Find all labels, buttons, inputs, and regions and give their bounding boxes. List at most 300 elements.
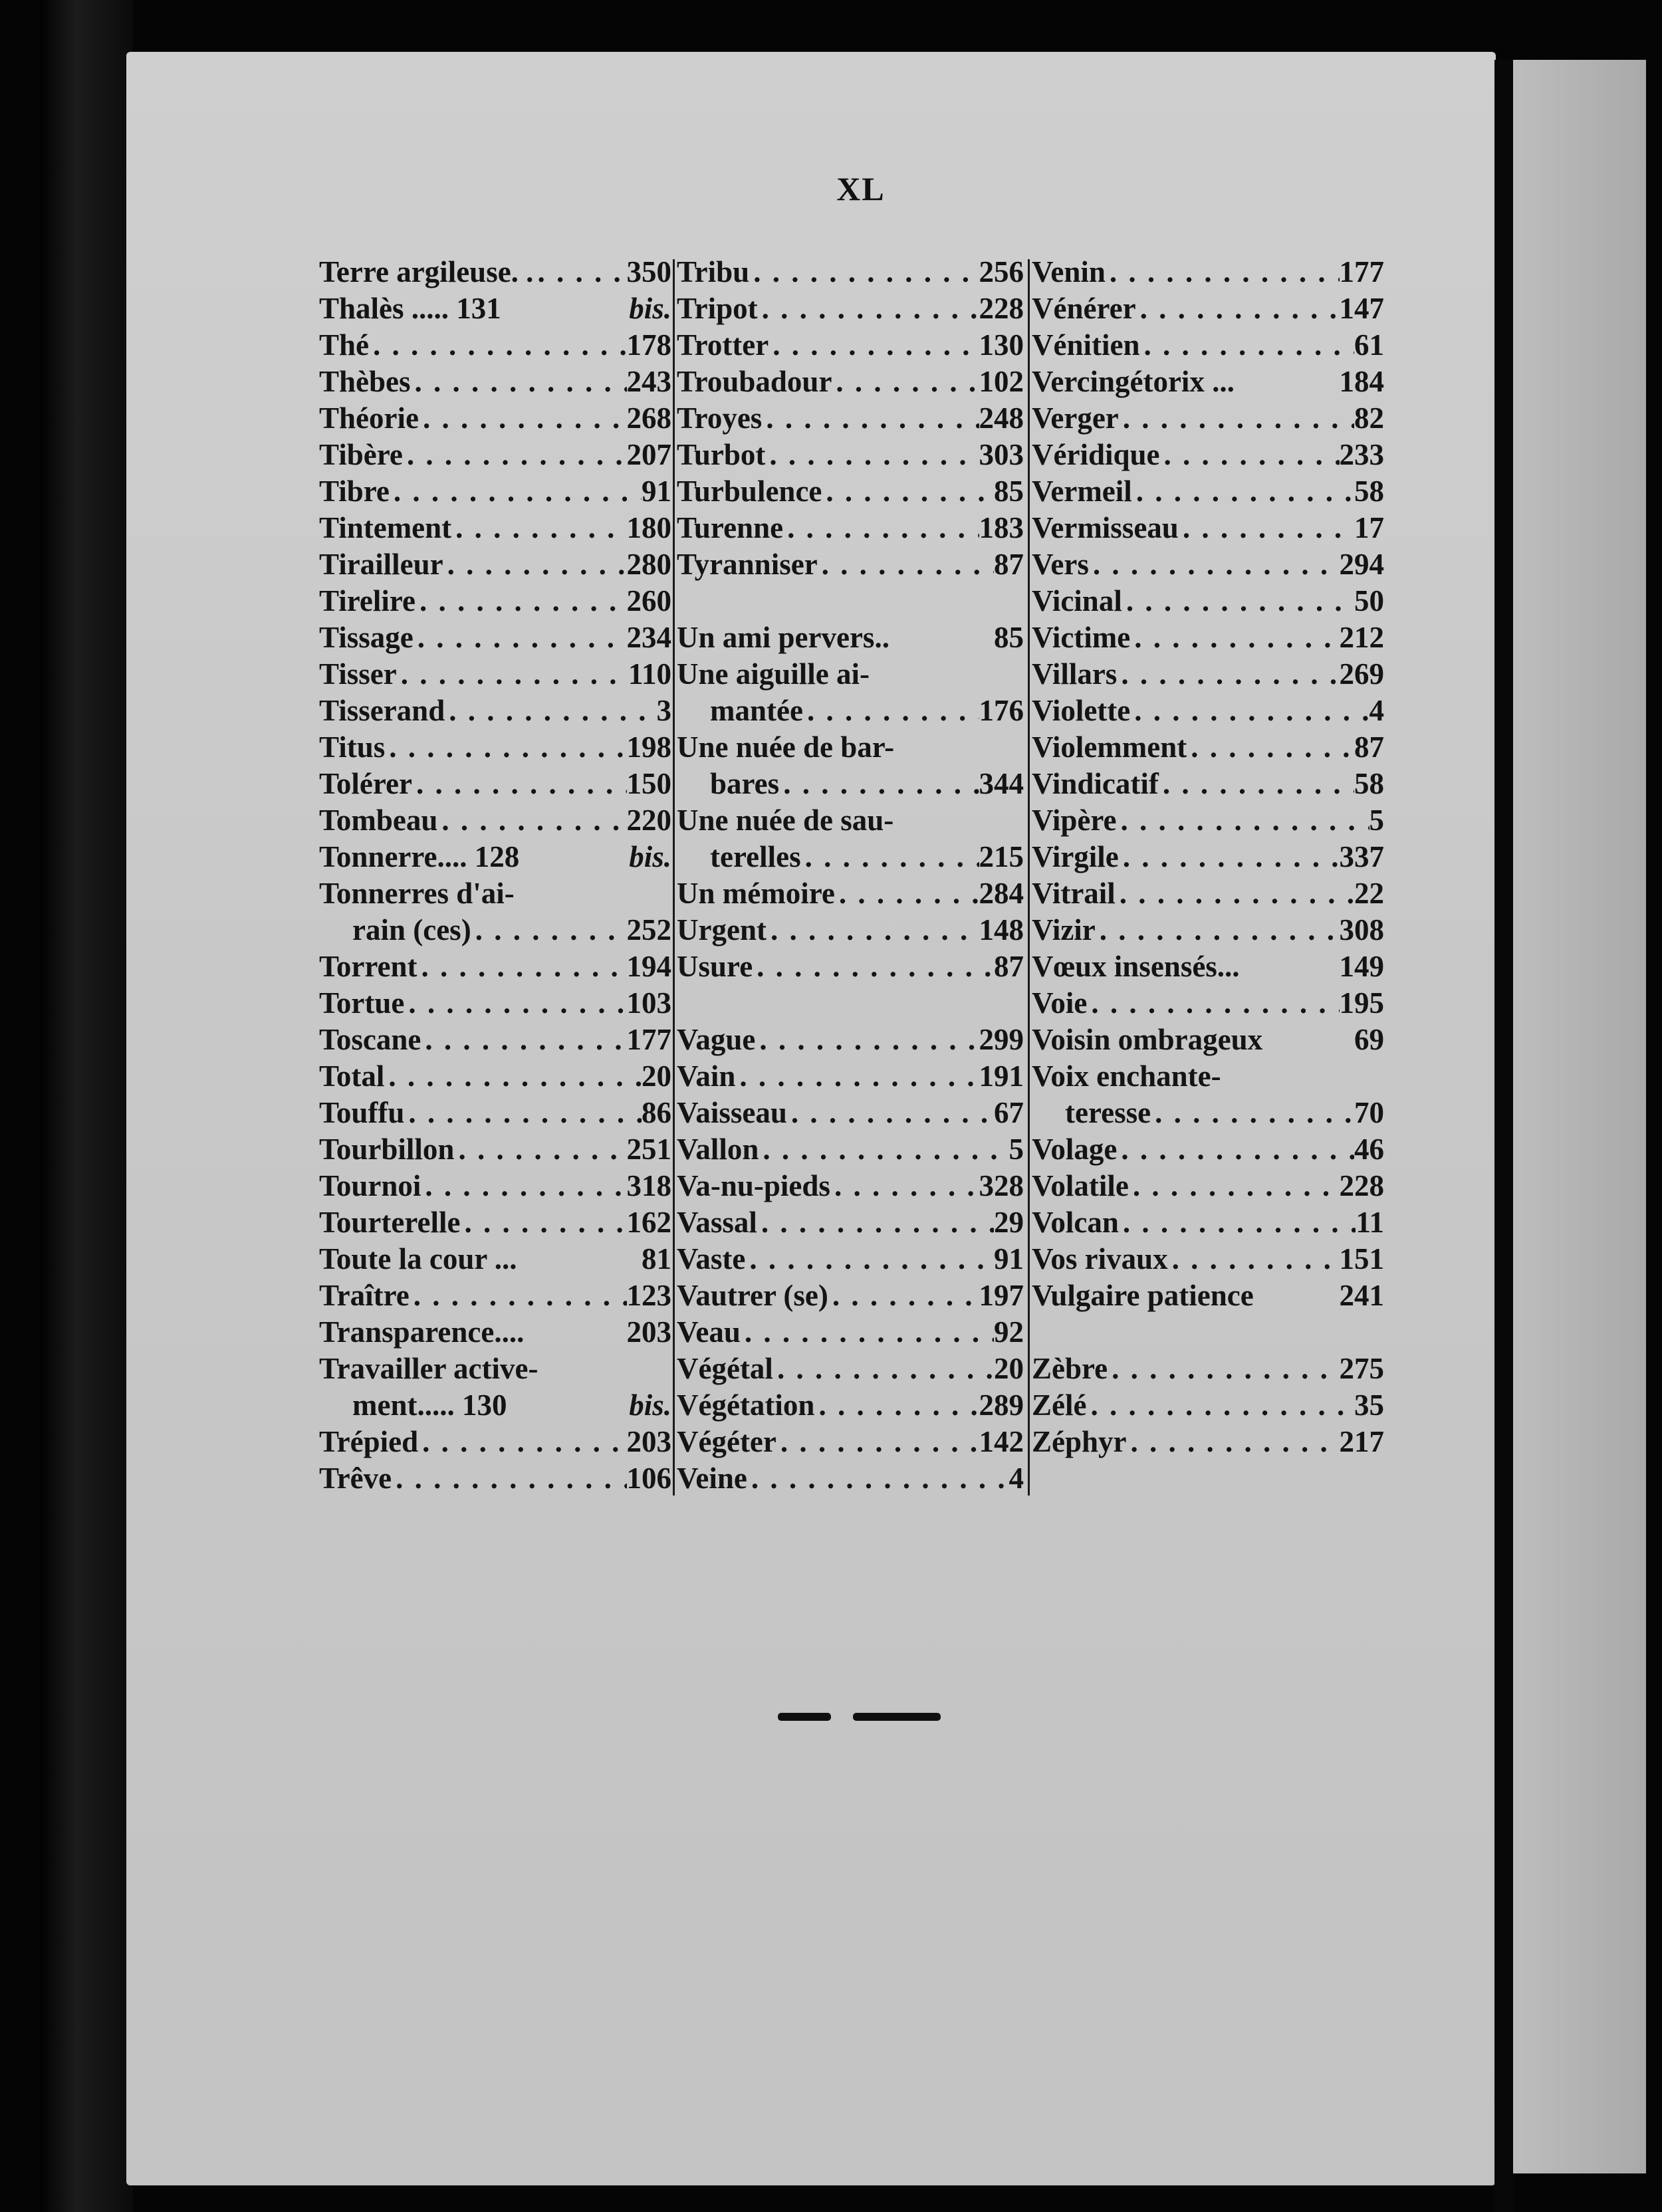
index-entry bbox=[1032, 437, 1384, 473]
index-term: Théorie bbox=[319, 401, 419, 435]
adjacent-page-strip bbox=[1513, 60, 1646, 2173]
index-term: Végéter bbox=[677, 1425, 776, 1458]
index-entry bbox=[677, 766, 1024, 802]
index-term: Zèbre bbox=[1032, 1352, 1108, 1385]
index-term: Touffu bbox=[319, 1096, 405, 1129]
index-term: Trêve bbox=[319, 1462, 392, 1495]
index-entry bbox=[1032, 327, 1384, 364]
page-reference: 147 bbox=[1339, 292, 1384, 325]
page-reference: 123 bbox=[626, 1279, 671, 1312]
leader-dots bbox=[1130, 693, 1369, 729]
leader-dots bbox=[419, 400, 627, 437]
index-term: Vos rivaux bbox=[1032, 1242, 1168, 1275]
page-reference: 87 bbox=[994, 548, 1024, 581]
leader-dots bbox=[417, 948, 627, 985]
page-reference: 284 bbox=[979, 877, 1024, 910]
index-entry bbox=[677, 802, 1024, 839]
index-term: Titus bbox=[319, 730, 386, 764]
index-term: Thalès ..... 131 bbox=[319, 292, 501, 325]
page-reference: 70 bbox=[1354, 1096, 1384, 1129]
page-reference: 106 bbox=[626, 1462, 671, 1495]
index-entry bbox=[677, 1460, 1024, 1497]
leader-dots bbox=[893, 802, 1024, 839]
index-entry bbox=[319, 1460, 671, 1497]
index-entry bbox=[319, 1241, 671, 1277]
index-term: Tirelire bbox=[319, 584, 415, 617]
index-entry bbox=[1032, 766, 1384, 802]
leader-dots bbox=[1160, 437, 1340, 473]
index-term: Un ami pervers.. bbox=[677, 621, 890, 654]
index-entry bbox=[677, 1277, 1024, 1314]
index-term: Violemment bbox=[1032, 730, 1187, 764]
page-folio: XL bbox=[836, 170, 886, 207]
page-reference: 110 bbox=[628, 657, 671, 691]
index-entry bbox=[319, 473, 671, 510]
leader-dots bbox=[1119, 400, 1354, 437]
page-reference: 184 bbox=[1339, 365, 1384, 398]
index-entry bbox=[677, 729, 1024, 766]
index-entry bbox=[1032, 1095, 1384, 1131]
index-entry bbox=[319, 1095, 671, 1131]
index-entry bbox=[1032, 656, 1384, 693]
leader-dots bbox=[410, 1277, 627, 1314]
page-reference: 85 bbox=[994, 475, 1024, 508]
index-term: Turbot bbox=[677, 438, 766, 471]
index-term: Tibère bbox=[319, 438, 403, 471]
index-term: Vulgaire patience bbox=[1032, 1279, 1254, 1312]
index-term: Tissage bbox=[319, 621, 414, 654]
leader-dots bbox=[1254, 1277, 1340, 1314]
index-entry bbox=[319, 1277, 671, 1314]
page-reference: 344 bbox=[979, 767, 1024, 800]
index-term: Vénérer bbox=[1032, 292, 1136, 325]
leader-dots bbox=[517, 1241, 642, 1277]
leader-dots bbox=[677, 583, 1024, 619]
index-column-3 bbox=[1032, 254, 1384, 1460]
index-entry bbox=[677, 546, 1024, 583]
leader-dots bbox=[1087, 985, 1339, 1022]
index-entry bbox=[1032, 290, 1384, 327]
index-term: Voisin ombrageux bbox=[1032, 1023, 1263, 1056]
leader-dots bbox=[1116, 875, 1354, 912]
page-reference: 5 bbox=[1369, 804, 1384, 837]
leader-dots bbox=[735, 1058, 979, 1095]
page-reference: bis. bbox=[629, 292, 671, 325]
leader-dots bbox=[832, 364, 979, 400]
index-term: Végétation bbox=[677, 1388, 815, 1422]
index-term: Turenne bbox=[677, 511, 784, 544]
page-reference: 69 bbox=[1354, 1023, 1384, 1056]
page-reference: 103 bbox=[626, 986, 671, 1020]
index-term: Tourbillon bbox=[319, 1133, 455, 1166]
index-entry bbox=[677, 1351, 1024, 1387]
index-term: teresse bbox=[1065, 1096, 1151, 1129]
index-entry bbox=[1032, 839, 1384, 875]
page-reference: 3 bbox=[656, 694, 671, 727]
index-entry bbox=[319, 1022, 671, 1058]
index-term: Tonnerres d'ai- bbox=[319, 877, 515, 910]
index-entry bbox=[677, 327, 1024, 364]
page-reference: 203 bbox=[626, 1425, 671, 1458]
index-term: Tonnerre.... 128 bbox=[319, 840, 520, 873]
page-reference: 198 bbox=[626, 730, 671, 764]
leader-dots bbox=[755, 1022, 979, 1058]
index-term: Tibre bbox=[319, 475, 390, 508]
leader-dots bbox=[1086, 1387, 1354, 1424]
index-entry bbox=[1032, 985, 1384, 1022]
leader-dots bbox=[392, 1460, 626, 1497]
index-term: Thé bbox=[319, 328, 370, 362]
page-reference: 228 bbox=[979, 292, 1024, 325]
index-entry bbox=[677, 839, 1024, 875]
index-term: Voie bbox=[1032, 986, 1088, 1020]
index-term: Usure bbox=[677, 950, 753, 983]
index-entry bbox=[319, 912, 671, 948]
leader-dots bbox=[412, 766, 627, 802]
page-reference: 243 bbox=[626, 365, 671, 398]
index-term: Vassal bbox=[677, 1206, 757, 1239]
leader-dots bbox=[828, 1277, 979, 1314]
leader-dots bbox=[454, 1131, 626, 1168]
leader-dots bbox=[1140, 327, 1355, 364]
index-entry bbox=[319, 875, 671, 912]
index-entry bbox=[319, 693, 671, 729]
leader-dots bbox=[411, 364, 627, 400]
index-term: Transparence.... bbox=[319, 1315, 525, 1349]
leader-dots bbox=[404, 985, 626, 1022]
leader-dots bbox=[421, 1022, 626, 1058]
page-reference: 191 bbox=[979, 1059, 1024, 1093]
page-reference: 318 bbox=[626, 1169, 671, 1202]
index-entry bbox=[1032, 1277, 1384, 1314]
index-term: Vaste bbox=[677, 1242, 746, 1275]
leader-dots bbox=[822, 473, 994, 510]
column-rule-1 bbox=[673, 259, 675, 1495]
page-reference: 233 bbox=[1339, 438, 1384, 471]
leader-dots bbox=[397, 656, 628, 693]
index-entry bbox=[319, 1424, 671, 1460]
index-entry bbox=[1032, 1058, 1384, 1095]
index-entry bbox=[319, 802, 671, 839]
index-term: Veine bbox=[677, 1462, 747, 1495]
page-gutter-divider bbox=[1494, 60, 1513, 2212]
index-entry bbox=[319, 510, 671, 546]
page-reference: 91 bbox=[642, 475, 671, 508]
index-term: Virgile bbox=[1032, 840, 1119, 873]
index-term: Veau bbox=[677, 1315, 741, 1349]
leader-dots bbox=[776, 1424, 979, 1460]
index-term: Tourterelle bbox=[319, 1206, 461, 1239]
index-term: Vercingétorix ... bbox=[1032, 365, 1235, 398]
page-reference: 203 bbox=[626, 1315, 671, 1349]
index-entry bbox=[319, 839, 671, 875]
page-reference: 130 bbox=[979, 328, 1024, 362]
index-entry bbox=[677, 1314, 1024, 1351]
index-term: Vautrer (se) bbox=[677, 1279, 828, 1312]
page-reference: 275 bbox=[1339, 1352, 1384, 1385]
index-term: Un mémoire bbox=[677, 877, 835, 910]
page-reference: 86 bbox=[642, 1096, 671, 1129]
index-term: Toscane bbox=[319, 1023, 421, 1056]
page-reference: bis. bbox=[629, 1388, 671, 1422]
page-reference: 178 bbox=[626, 328, 671, 362]
index-entry bbox=[319, 619, 671, 656]
index-entry bbox=[1032, 948, 1384, 985]
page-reference: 149 bbox=[1339, 950, 1384, 983]
leader-dots bbox=[1117, 1131, 1354, 1168]
index-term: Troyes bbox=[677, 401, 763, 435]
leader-dots bbox=[1096, 912, 1340, 948]
leader-dots bbox=[1106, 254, 1340, 290]
index-entry bbox=[1032, 912, 1384, 948]
index-entry bbox=[1032, 1131, 1384, 1168]
leader-dots bbox=[757, 1204, 994, 1241]
leader-dots bbox=[1221, 1058, 1384, 1095]
leader-dots bbox=[1262, 1022, 1354, 1058]
index-term: bares bbox=[710, 767, 780, 800]
page-reference: 177 bbox=[626, 1023, 671, 1056]
index-entry bbox=[319, 1168, 671, 1204]
index-term: Venin bbox=[1032, 255, 1106, 288]
page-reference: 81 bbox=[642, 1242, 671, 1275]
index-entry bbox=[319, 1058, 671, 1095]
index-entry bbox=[1032, 473, 1384, 510]
index-entry bbox=[319, 766, 671, 802]
leader-dots bbox=[801, 839, 979, 875]
index-term: Terre argileuse. . bbox=[319, 255, 534, 288]
index-term: Torrent bbox=[319, 950, 417, 983]
index-entry bbox=[319, 546, 671, 583]
leader-dots bbox=[471, 912, 627, 948]
leader-dots bbox=[1127, 1424, 1340, 1460]
binding-edge bbox=[40, 0, 133, 2212]
leader-dots bbox=[741, 1314, 994, 1351]
index-term: Véridique bbox=[1032, 438, 1160, 471]
index-term: Traître bbox=[319, 1279, 410, 1312]
index-term: Violette bbox=[1032, 694, 1131, 727]
leader-dots bbox=[1235, 364, 1340, 400]
leader-dots bbox=[414, 619, 627, 656]
index-entry bbox=[677, 912, 1024, 948]
index-term: Urgent bbox=[677, 913, 767, 946]
page-reference: 177 bbox=[1339, 255, 1384, 288]
index-term: Vain bbox=[677, 1059, 736, 1093]
page-reference: 17 bbox=[1354, 511, 1384, 544]
leader-dots bbox=[1136, 290, 1340, 327]
leader-dots bbox=[533, 254, 626, 290]
index-entry bbox=[319, 1314, 671, 1351]
index-term: Vers bbox=[1032, 548, 1089, 581]
page-reference: 11 bbox=[1356, 1206, 1384, 1239]
index-entry bbox=[677, 1387, 1024, 1424]
page-reference: 82 bbox=[1354, 401, 1384, 435]
page-reference: 176 bbox=[979, 694, 1024, 727]
index-entry bbox=[319, 729, 671, 766]
leader-dots bbox=[747, 1460, 1009, 1497]
leader-dots bbox=[1116, 802, 1369, 839]
index-term: Vague bbox=[677, 1023, 756, 1056]
index-entry bbox=[319, 1351, 671, 1387]
index-entry bbox=[677, 656, 1024, 693]
leader-dots bbox=[762, 400, 979, 437]
index-term: Une nuée de sau- bbox=[677, 804, 894, 837]
page-reference: 215 bbox=[979, 840, 1024, 873]
page-reference: 29 bbox=[994, 1206, 1024, 1239]
page-reference: 197 bbox=[979, 1279, 1024, 1312]
page-reference: 269 bbox=[1339, 657, 1384, 691]
page-reference: 85 bbox=[994, 621, 1024, 654]
index-term: Une nuée de bar- bbox=[677, 730, 895, 764]
index-entry bbox=[677, 985, 1024, 1022]
leader-dots bbox=[787, 1095, 994, 1131]
index-term: Total bbox=[319, 1059, 385, 1093]
leader-dots bbox=[1159, 766, 1354, 802]
leader-dots bbox=[1122, 583, 1354, 619]
page-reference: 256 bbox=[979, 255, 1024, 288]
index-entry bbox=[1032, 875, 1384, 912]
end-dash-right bbox=[853, 1713, 941, 1721]
page-reference: bis. bbox=[629, 840, 671, 873]
index-entry bbox=[677, 437, 1024, 473]
page-reference: 220 bbox=[626, 804, 671, 837]
index-entry bbox=[677, 1204, 1024, 1241]
page-reference: 268 bbox=[626, 401, 671, 435]
page-reference: 294 bbox=[1339, 548, 1384, 581]
leader-dots bbox=[758, 290, 979, 327]
leader-dots bbox=[1132, 473, 1354, 510]
page-reference: 20 bbox=[994, 1352, 1024, 1385]
index-entry bbox=[1032, 1424, 1384, 1460]
leader-dots bbox=[753, 948, 994, 985]
index-entry bbox=[319, 656, 671, 693]
page-reference: 212 bbox=[1339, 621, 1384, 654]
index-entry bbox=[1032, 254, 1384, 290]
page-reference: 150 bbox=[626, 767, 671, 800]
leader-dots bbox=[385, 729, 626, 766]
index-term: Végétal bbox=[677, 1352, 773, 1385]
index-entry bbox=[1032, 1168, 1384, 1204]
index-entry bbox=[677, 364, 1024, 400]
leader-dots bbox=[403, 437, 627, 473]
page-reference: 180 bbox=[626, 511, 671, 544]
page-reference: 252 bbox=[626, 913, 671, 946]
index-entry bbox=[1032, 1387, 1384, 1424]
index-entry bbox=[677, 1095, 1024, 1131]
leader-dots bbox=[783, 510, 979, 546]
index-term: Vermisseau bbox=[1032, 511, 1179, 544]
index-entry bbox=[677, 1168, 1024, 1204]
leader-dots bbox=[1119, 1204, 1356, 1241]
leader-dots bbox=[767, 912, 979, 948]
index-term: Travailler active- bbox=[319, 1352, 538, 1385]
leader-dots bbox=[451, 510, 626, 546]
page-reference: 87 bbox=[1354, 730, 1384, 764]
leader-dots bbox=[1240, 948, 1340, 985]
index-entry bbox=[319, 1204, 671, 1241]
index-term: Tripot bbox=[677, 292, 758, 325]
index-term: Voix enchante- bbox=[1032, 1059, 1221, 1093]
page-reference: 58 bbox=[1354, 475, 1384, 508]
leader-dots bbox=[769, 327, 979, 364]
index-entry bbox=[677, 254, 1024, 290]
page-reference: 195 bbox=[1339, 986, 1384, 1020]
leader-dots bbox=[515, 875, 671, 912]
index-entry bbox=[677, 1241, 1024, 1277]
index-entry bbox=[1032, 729, 1384, 766]
page-reference: 67 bbox=[994, 1096, 1024, 1129]
leader-dots bbox=[538, 1351, 671, 1387]
page-reference: 151 bbox=[1339, 1242, 1384, 1275]
leader-dots bbox=[835, 875, 979, 912]
index-term: Vitrail bbox=[1032, 877, 1116, 910]
leader-dots bbox=[369, 327, 626, 364]
index-entry bbox=[677, 290, 1024, 327]
page-reference: 4 bbox=[1009, 1462, 1024, 1495]
leader-dots bbox=[1129, 1168, 1340, 1204]
index-entry bbox=[677, 583, 1024, 619]
page-reference: 251 bbox=[626, 1133, 671, 1166]
index-entry bbox=[319, 364, 671, 400]
index-term: Va-nu-pieds bbox=[677, 1169, 830, 1202]
index-term: terelles bbox=[710, 840, 801, 873]
leader-dots bbox=[749, 254, 979, 290]
page-reference: 148 bbox=[979, 913, 1024, 946]
index-term: Victime bbox=[1032, 621, 1131, 654]
leader-dots bbox=[803, 693, 979, 729]
index-entry bbox=[1032, 619, 1384, 656]
index-term: ment..... 130 bbox=[352, 1388, 507, 1422]
index-entry bbox=[1032, 583, 1384, 619]
index-term: Tortue bbox=[319, 986, 405, 1020]
page-reference: 87 bbox=[994, 950, 1024, 983]
leader-dots bbox=[415, 583, 627, 619]
leader-dots bbox=[1187, 729, 1354, 766]
leader-dots bbox=[765, 437, 979, 473]
index-term: Vaisseau bbox=[677, 1096, 787, 1129]
leader-dots bbox=[759, 1131, 1009, 1168]
index-entry bbox=[319, 948, 671, 985]
index-term: rain (ces) bbox=[352, 913, 471, 946]
page-reference: 91 bbox=[994, 1242, 1024, 1275]
page-reference: 4 bbox=[1369, 694, 1384, 727]
index-term: Tisser bbox=[319, 657, 397, 691]
index-term: Une aiguille ai- bbox=[677, 657, 870, 691]
page-reference: 308 bbox=[1339, 913, 1384, 946]
index-entry bbox=[677, 400, 1024, 437]
index-term: Vicinal bbox=[1032, 584, 1122, 617]
page-reference: 217 bbox=[1339, 1425, 1384, 1458]
index-entry bbox=[319, 327, 671, 364]
page-reference: 234 bbox=[626, 621, 671, 654]
page-reference: 50 bbox=[1354, 584, 1384, 617]
page-reference: 5 bbox=[1009, 1133, 1024, 1166]
index-entry bbox=[319, 254, 671, 290]
index-entry bbox=[319, 400, 671, 437]
index-entry bbox=[319, 437, 671, 473]
leader-dots bbox=[1089, 546, 1340, 583]
index-entry bbox=[319, 290, 671, 327]
index-term: Volatile bbox=[1032, 1169, 1129, 1202]
leader-dots bbox=[1108, 1351, 1339, 1387]
leader-dots bbox=[814, 1387, 979, 1424]
leader-dots bbox=[501, 290, 629, 327]
page-reference: 337 bbox=[1339, 840, 1384, 873]
index-term: Troubadour bbox=[677, 365, 832, 398]
column-rule-2 bbox=[1028, 259, 1030, 1495]
page-reference: 280 bbox=[626, 548, 671, 581]
index-term: Vermeil bbox=[1032, 475, 1132, 508]
page-reference: 92 bbox=[994, 1315, 1024, 1349]
